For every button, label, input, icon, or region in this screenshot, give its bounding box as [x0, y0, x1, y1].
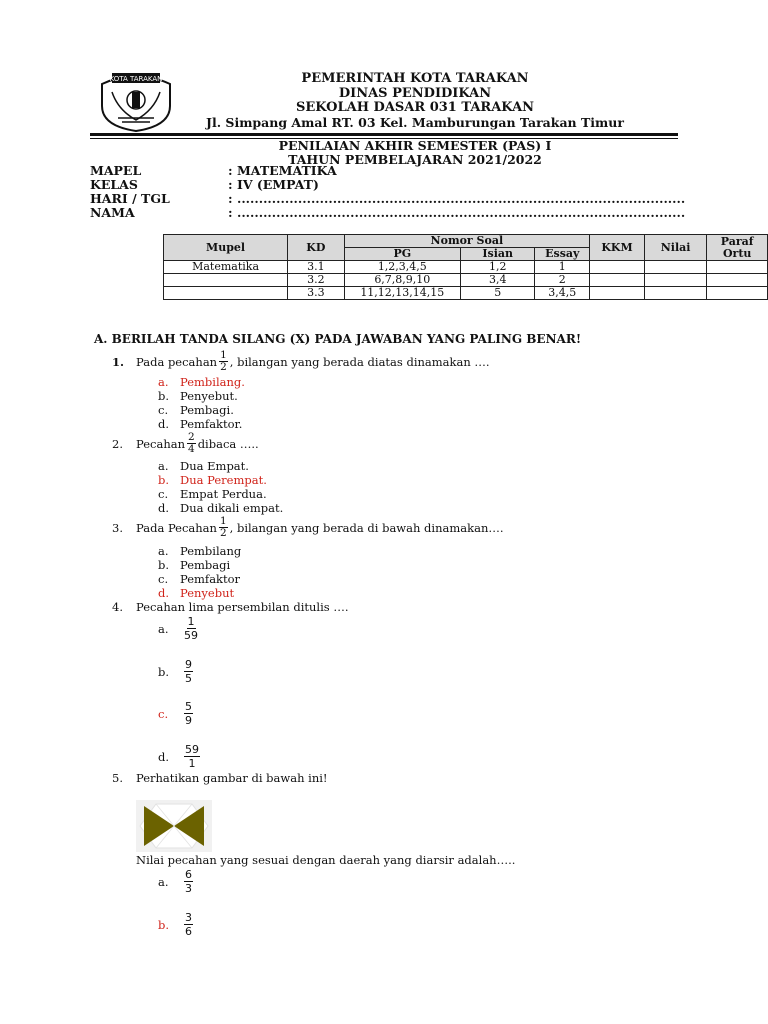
exam-title-line-2: TAHUN PEMBELAJARAN 2021/2022 [288, 151, 542, 167]
identity-row-kelas: KELAS : IV (EMPAT) [90, 177, 319, 192]
option[interactable]: d. Pemfaktor. [158, 417, 243, 431]
header-nilai: Nilai [644, 235, 707, 261]
option[interactable]: b. Penyebut. [158, 389, 238, 403]
header-kd: KD [288, 235, 344, 261]
fraction: $\frac{1}{2}$ [219, 515, 227, 539]
question-1: 1. Pada pecahan $\frac{1}{2}$ , bilangan yang berada diatas dinamakan …. [112, 349, 490, 373]
fraction: $\frac{5}{9}$ [185, 700, 192, 727]
question-1-options [158, 375, 245, 431]
question-3: 3. Pada Pecahan $\frac{1}{2}$ , bilangan yang berada di bawah dinamakan…. [112, 515, 504, 539]
letterhead-line-2: DINAS PENDIDIKAN [338, 85, 492, 101]
option[interactable]: d. Dua dikali empat. [158, 501, 284, 515]
option[interactable]: c. Pembagi. [158, 403, 234, 417]
option-answer[interactable]: b. $\frac{3}{6}$ [158, 911, 192, 938]
header-paraf: Paraf Ortu [707, 235, 768, 261]
header-kkm: KKM [590, 235, 645, 261]
option-answer[interactable]: c. $\frac{5}{9}$ [158, 700, 192, 727]
fraction: $\frac{1}{2}$ [220, 349, 227, 373]
option[interactable]: b. $\frac{9}{5}$ [158, 658, 192, 685]
fraction: $\frac{6}{3}$ [185, 868, 192, 895]
option-answer[interactable]: b. Dua Perempat. [158, 473, 267, 487]
option-answer[interactable]: a. Pembilang. [158, 375, 245, 389]
letterhead [160, 72, 670, 130]
question-2-options [158, 459, 283, 515]
exam-title [160, 139, 670, 166]
student-identity [90, 164, 685, 220]
question-2: 2. Pecahan $\frac{2}{4}$ dibaca ….. [112, 431, 259, 455]
option[interactable]: b. Pembagi [158, 558, 231, 572]
question-5: 5. Perhatikan gambar di bawah ini! [112, 771, 328, 785]
table-row: Matematika 3.1 1,2,3,4,5 1,2 1 [164, 261, 768, 274]
identity-row-mapel: MAPEL : MATEMATIKA [90, 163, 337, 178]
header-pg: PG [344, 248, 461, 261]
fraction: $\frac{1}{59}$ [184, 615, 198, 642]
question-3-options [158, 544, 241, 600]
identity-row-hari: HARI / TGL : ....................................................................................................... [90, 191, 686, 206]
hexagon-figure-frame [136, 800, 212, 852]
question-5-prompt: Nilai pecahan yang sesuai dengan daerah yang diarsir adalah….. [136, 853, 516, 867]
option[interactable]: a. $\frac{1}{59}$ [158, 615, 198, 642]
option[interactable]: a. Pembilang [158, 544, 242, 558]
header-isian: Isian [461, 248, 535, 261]
header-mupel: Mupel [164, 235, 288, 261]
option-answer[interactable]: d. Penyebut [158, 586, 235, 600]
fraction: $\frac{2}{4}$ [188, 431, 195, 455]
question-4: 4. Pecahan lima persembilan ditulis …. [112, 600, 349, 614]
table-row: 3.3 11,12,13,14,15 5 3,4,5 [164, 287, 768, 300]
hexagon-figure [136, 800, 212, 852]
exam-title-line-1: PENILAIAN AKHIR SEMESTER (PAS) I [278, 138, 552, 153]
fraction: $\frac{9}{5}$ [185, 658, 192, 685]
score-table [163, 234, 768, 300]
letterhead-line-3: SEKOLAH DASAR 031 TARAKAN [295, 100, 535, 115]
letterhead-line-1: PEMERINTAH KOTA TARAKAN [301, 71, 529, 86]
option[interactable]: a. $\frac{6}{3}$ [158, 868, 192, 895]
option[interactable]: c. Pemfaktor [158, 572, 241, 586]
identity-row-nama: NAMA : ....................................................................................................... [90, 205, 686, 220]
section-a-heading: A. BERILAH TANDA SILANG (X) PADA JAWABAN YANG PALING BENAR! [94, 332, 582, 346]
header-essay: Essay [535, 248, 590, 261]
header-nomor-soal: Nomor Soal [344, 235, 590, 248]
fraction: $\frac{59}{1}$ [185, 743, 199, 770]
svg-text:KOTA TARAKAN: KOTA TARAKAN [109, 75, 163, 83]
option[interactable]: c. Empat Perdua. [158, 487, 267, 501]
letterhead-rule-thick [90, 133, 678, 136]
letterhead-address: Jl. Simpang Amal RT. 03 Kel. Mamburungan Tarakan Timur [206, 114, 624, 130]
fraction: $\frac{3}{6}$ [185, 911, 192, 938]
table-row: 3.2 6,7,8,9,10 3,4 2 [164, 274, 768, 287]
option[interactable]: d. $\frac{59}{1}$ [158, 743, 199, 770]
option[interactable]: a. Dua Empat. [158, 459, 249, 473]
